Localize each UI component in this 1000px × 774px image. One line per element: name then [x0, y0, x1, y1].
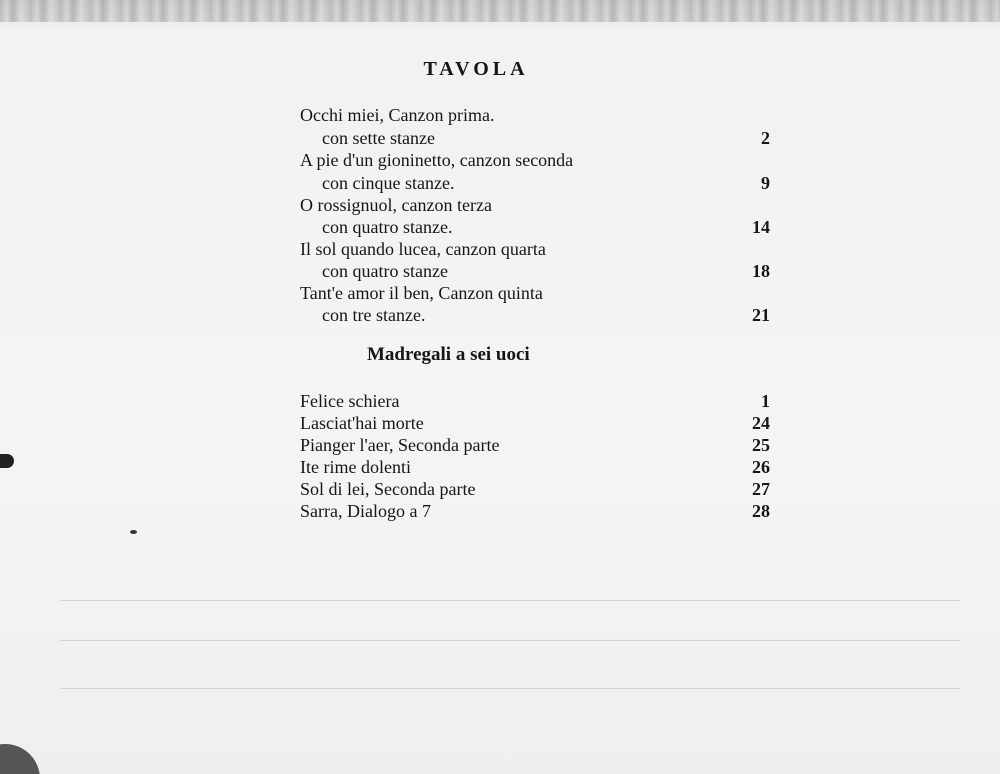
bleed-line [60, 640, 960, 641]
entry-text: con quatro stanze. [322, 217, 453, 237]
entry-page: 25 [752, 435, 770, 455]
toc-entry [300, 127, 770, 149]
entry-page: 28 [752, 501, 770, 521]
entry-text: con sette stanze [322, 128, 435, 148]
toc-entry [300, 282, 770, 304]
toc-entry [300, 390, 770, 412]
entry-text: A pie d'un gioninetto, canzon seconda [300, 150, 574, 170]
entry-page: 24 [752, 413, 770, 433]
entry-page: 26 [752, 457, 770, 477]
toc-entry [300, 478, 770, 500]
bleed-line [60, 688, 960, 689]
entry-page: 14 [752, 217, 770, 237]
entry-text: Occhi miei, Canzon prima. [300, 105, 495, 125]
toc-entry [300, 412, 770, 434]
entry-text: con cinque stanze. [322, 173, 455, 193]
toc-entry [300, 172, 770, 194]
section-heading: Madregali a sei uoci [367, 344, 530, 365]
entry-text: Tant'e amor il ben, Canzon quinta [300, 283, 543, 303]
entry-text: O rossignuol, canzon terza [300, 195, 492, 215]
page-top-edge [0, 0, 1000, 22]
toc-entry [300, 500, 770, 522]
entry-page: 2 [761, 128, 770, 148]
entry-text: Il sol quando lucea, canzon quarta [300, 239, 546, 259]
entry-page: 27 [752, 479, 770, 499]
entry-page: 21 [752, 305, 770, 325]
entry-text: Sol di lei, Seconda parte [300, 479, 476, 499]
entry-page: 9 [761, 173, 770, 193]
page-title: TAVOLA [423, 58, 529, 80]
binding-mark [0, 454, 14, 468]
entry-text: con quatro stanze [322, 261, 448, 281]
toc-entry [300, 456, 770, 478]
toc-entry [300, 194, 770, 216]
entry-text: Felice schiera [300, 391, 400, 411]
toc-entry [300, 238, 770, 260]
page-corner-shadow [0, 744, 40, 774]
toc-entry [300, 260, 770, 282]
entry-page: 1 [761, 391, 770, 411]
entry-text: con tre stanze. [322, 305, 426, 325]
entry-text: Sarra, Dialogo a 7 [300, 501, 431, 521]
entry-text: Pianger l'aer, Seconda parte [300, 435, 500, 455]
toc-entry [300, 216, 770, 238]
ink-spot [130, 530, 137, 534]
toc-entry [300, 104, 770, 126]
entry-text: Ite rime dolenti [300, 457, 411, 477]
toc-entry [300, 434, 770, 456]
toc-entry [300, 149, 770, 171]
entry-page: 18 [752, 261, 770, 281]
toc-entry [300, 304, 770, 326]
entry-text: Lasciat'hai morte [300, 413, 424, 433]
bleed-line [60, 600, 960, 601]
